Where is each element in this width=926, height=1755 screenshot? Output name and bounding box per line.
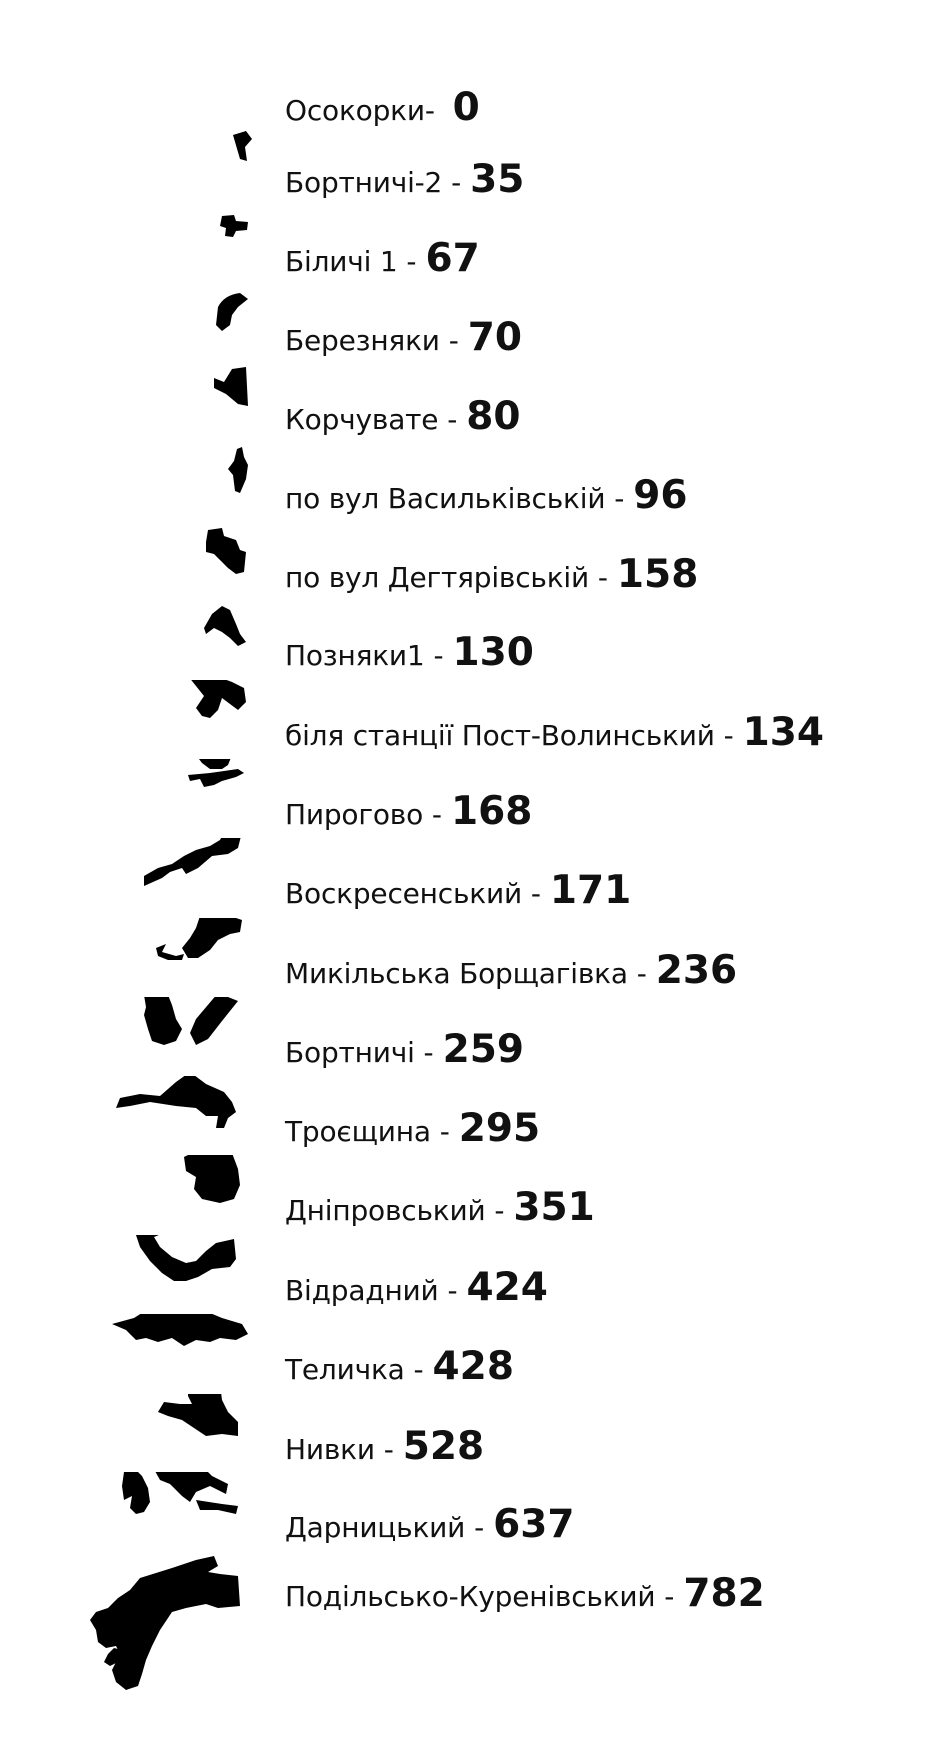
district-label — [285, 948, 738, 993]
district-silhouette — [0, 522, 270, 602]
district-count: 424 — [466, 1265, 548, 1310]
separator: - — [485, 1194, 514, 1227]
district-silhouette — [0, 127, 270, 207]
separator: - — [374, 1433, 403, 1466]
district-name: Корчувате — [285, 403, 439, 436]
separator: - — [521, 877, 550, 910]
district-name: по вул Дегтярівській — [285, 561, 590, 594]
district-row-osokorky — [0, 55, 926, 135]
district-row-bortnychi-2 — [0, 127, 926, 207]
district-name: Бортничі-2 — [285, 166, 443, 199]
district-name: Подільсько-Куренівський — [285, 1580, 656, 1613]
district-silhouette — [0, 680, 270, 760]
separator: - — [589, 561, 617, 594]
district-row-darnytskyi — [0, 1472, 926, 1552]
district-count: 70 — [467, 315, 522, 360]
district-silhouette — [0, 1076, 270, 1156]
district-row-vidradnyi — [0, 1235, 926, 1315]
district-label — [285, 394, 521, 439]
district-name: Троєщина — [285, 1115, 431, 1148]
district-name: Воскресенський — [285, 877, 522, 910]
separator: - — [442, 166, 471, 199]
district-name: Позняки1 — [285, 639, 425, 672]
district-silhouette — [0, 285, 270, 365]
district-label — [285, 710, 825, 755]
district-silhouette — [0, 1314, 270, 1394]
district-row-nyvky — [0, 1394, 926, 1474]
separator: - — [423, 798, 451, 831]
district-label — [285, 1424, 485, 1469]
separator: - — [465, 1511, 494, 1544]
district-name: Відрадний — [285, 1274, 439, 1307]
district-name: Пирогово — [285, 798, 424, 831]
district-label — [285, 630, 534, 675]
district-row-podilsko-kurenivskyi — [0, 1550, 926, 1730]
district-name: по вул Васильківській — [285, 482, 606, 515]
district-name: Микільська Борщагівка — [285, 957, 628, 990]
district-label — [285, 1502, 575, 1547]
district-label — [285, 1027, 524, 1072]
district-silhouette — [0, 997, 270, 1077]
district-silhouette — [0, 1472, 270, 1552]
district-label — [285, 1344, 514, 1389]
separator: - — [424, 639, 453, 672]
district-label — [285, 789, 533, 834]
district-label — [285, 157, 525, 202]
district-silhouette — [0, 364, 270, 444]
district-label — [285, 1265, 548, 1310]
district-silhouette — [0, 600, 270, 680]
district-row-korchuvate — [0, 364, 926, 444]
district-row-dniprovskyi — [0, 1155, 926, 1235]
district-silhouette — [0, 918, 270, 998]
district-count: 35 — [470, 157, 525, 202]
district-silhouette — [0, 1155, 270, 1235]
district-count: 428 — [432, 1344, 514, 1389]
district-label — [285, 473, 688, 518]
separator: - — [714, 719, 743, 752]
district-count: 96 — [633, 473, 688, 518]
district-row-troieshchyna — [0, 1076, 926, 1156]
separator — [435, 94, 453, 127]
district-count: 130 — [452, 630, 534, 675]
district-label — [285, 315, 522, 360]
separator: - — [414, 1036, 443, 1069]
district-count: 528 — [402, 1424, 485, 1469]
district-count: 0 — [452, 85, 480, 130]
district-count: 259 — [442, 1027, 524, 1072]
separator: - — [627, 957, 656, 990]
district-count: 351 — [513, 1185, 595, 1230]
district-row-telychka — [0, 1314, 926, 1394]
district-count: 67 — [425, 236, 480, 281]
district-label — [285, 1106, 541, 1151]
district-label — [285, 1185, 595, 1230]
separator: - — [438, 1274, 467, 1307]
separator: - — [404, 1353, 433, 1386]
district-row-mykilska-borshchahivka — [0, 918, 926, 998]
district-name: Теличка — [285, 1353, 405, 1386]
district-silhouette — [0, 838, 270, 918]
district-silhouette — [0, 206, 270, 286]
district-name: Дарницький — [285, 1511, 466, 1544]
separator: - — [397, 245, 426, 278]
district-count: 168 — [450, 789, 533, 834]
district-silhouette — [0, 759, 270, 839]
district-label — [285, 236, 480, 281]
district-row-bortnychi — [0, 997, 926, 1077]
district-label — [285, 1571, 765, 1616]
district-name: Березняки — [285, 324, 440, 357]
separator: - — [605, 482, 634, 515]
district-row-voskresenskyi — [0, 838, 926, 918]
district-silhouette — [0, 1235, 270, 1315]
district-row-pozniaky1 — [0, 600, 926, 680]
district-row-vasylkivska — [0, 443, 926, 523]
district-name: біля станції Пост-Волинський — [285, 719, 715, 752]
district-name: Бортничі — [285, 1036, 415, 1069]
district-count: 782 — [683, 1571, 765, 1616]
district-count: 171 — [549, 868, 632, 913]
separator: - — [655, 1580, 684, 1613]
district-label — [285, 868, 632, 913]
separator: - — [430, 1115, 459, 1148]
district-row-post-volynskyi — [0, 680, 926, 760]
district-count: 637 — [493, 1502, 575, 1547]
district-row-bilychi-1 — [0, 206, 926, 286]
district-row-pyrohovo — [0, 759, 926, 839]
district-count: 134 — [742, 710, 825, 755]
separator: - — [439, 324, 468, 357]
district-silhouette — [0, 443, 270, 523]
district-name: Дніпровський — [285, 1194, 486, 1227]
district-count: 236 — [655, 948, 738, 993]
district-count: 158 — [616, 552, 699, 597]
district-name: Біличі 1 — [285, 245, 398, 278]
district-row-dehtiarivska — [0, 522, 926, 602]
district-silhouette — [0, 1394, 270, 1474]
district-label — [285, 85, 480, 130]
separator: - — [438, 403, 467, 436]
district-silhouette — [0, 1550, 270, 1730]
district-name: Нивки — [285, 1433, 375, 1466]
district-row-bereznyaky — [0, 285, 926, 365]
district-count: 80 — [466, 394, 521, 439]
district-name: Осокорки- — [285, 94, 435, 127]
district-label — [285, 552, 699, 597]
district-count: 295 — [458, 1106, 541, 1151]
